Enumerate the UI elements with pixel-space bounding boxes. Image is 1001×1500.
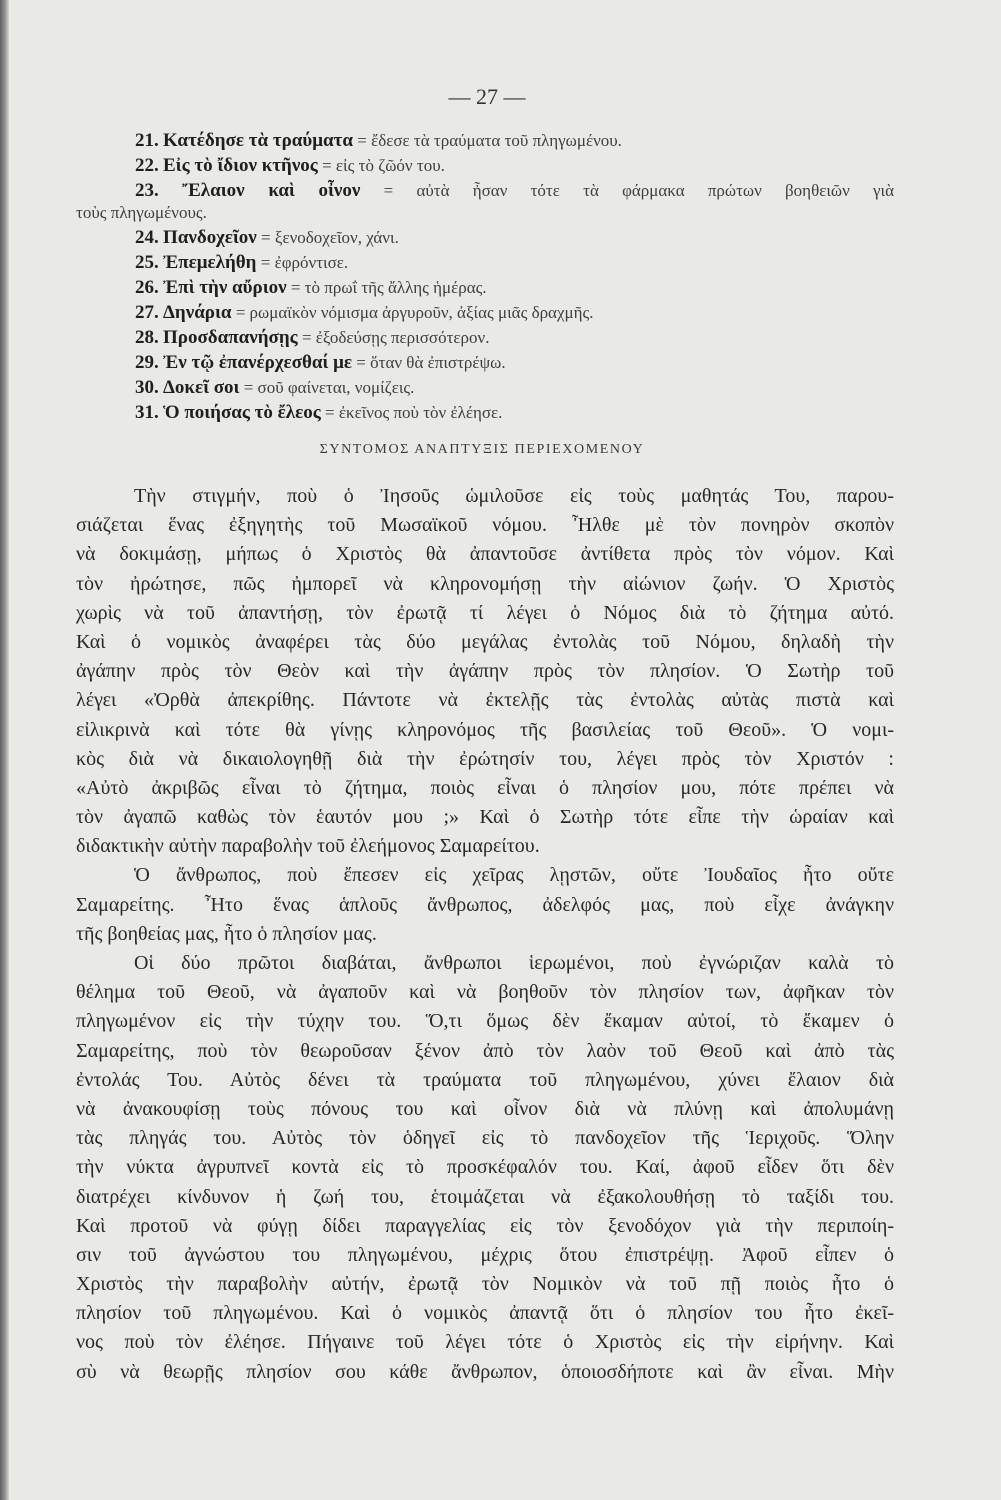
text-line: πληγωμένον εἰς τὴν τύχην του. Ὅ,τι ὅμως δὲν ἔκαμαν αὐτοί, τὸ ἔκαμεν ὁ	[76, 1010, 894, 1033]
glossary-definition: = ἐκεῖνος ποὺ τὸν ἐλέησε.	[325, 403, 503, 422]
glossary-number: 26.	[135, 277, 159, 298]
glossary-definition: = ἐξοδεύσῃς περισσότερον.	[301, 328, 490, 347]
text-line: τῆς βοηθείας μας, ἦτο ὁ πλησίον μας.	[76, 922, 377, 945]
text-line: εἰλικρινὰ καὶ τότε θὰ γίνῃς κληρονόμος τῆς βασιλείας τοῦ Θεοῦ». Ὁ νομι-	[76, 718, 894, 741]
glossary-number: 23.	[135, 180, 159, 201]
glossary-term: Δοκεῖ σοι	[163, 377, 240, 398]
glossary-number: 31.	[135, 402, 159, 423]
glossary-number: 29.	[135, 352, 159, 373]
text-line: χωρὶς νὰ τοῦ ἀπαντήσῃ, τὸν ἐρωτᾷ τί λέγει ὁ Νόμος διὰ τὸ ζήτημα αὐτό.	[76, 601, 894, 624]
glossary-definition: = ἐφρόντισε.	[260, 253, 349, 272]
text-line: Χριστὸς τὴν παραβολὴν αὐτήν, ἐρωτᾷ τὸν Νομικὸν νὰ τοῦ πῇ ποιὸς ἦτο ὁ	[76, 1273, 894, 1296]
body-text	[76, 482, 894, 1387]
text-line: Σαμαρείτης, ποὺ τὸν θεωροῦσαν ξένον ἀπὸ τὸν λαὸν τοῦ Θεοῦ καὶ ἀπὸ τὰς	[76, 1039, 894, 1062]
text-line: «Αὐτὸ ἀκριβῶς εἶναι τὸ ζήτημα, ποιὸς εἶναι ὁ πλησίον μου, πότε πρέπει νὰ	[76, 776, 894, 799]
text-line: κὸς διὰ νὰ δικαιολογηθῇ διὰ τὴν ἐρώτησίν του, λέγει πρὸς τὸν Χριστόν :	[76, 747, 894, 770]
glossary-number: 24.	[135, 227, 159, 248]
glossary-number: 21.	[135, 130, 159, 151]
text-line: νὰ ἀνακουφίσῃ τοὺς πόνους του καὶ οἶνον διὰ νὰ πλύνῃ καὶ ἀπολυμάνῃ	[76, 1097, 894, 1120]
glossary-definition-continuation: τοὺς πληγωμένους.	[76, 203, 207, 222]
glossary-definition: = σοῦ φαίνεται, νομίζεις.	[243, 378, 415, 397]
text-line: Ὁ ἄνθρωπος, ποὺ ἔπεσεν εἰς χεῖρας λῃστῶν, οὔτε Ἰουδαῖος ἦτο οὔτε	[134, 864, 894, 887]
glossary-entry	[76, 178, 894, 203]
glossary-definition: = ξενοδοχεῖον, χάνι.	[261, 228, 399, 247]
glossary-definition: = ὅταν θὰ ἐπιστρέψω.	[356, 353, 506, 372]
page-number: — 27 —	[448, 84, 526, 109]
paragraph	[76, 949, 894, 1387]
glossary-term: Ἐπεμελήθη	[163, 252, 257, 273]
text-line: Καὶ ὁ νομικὸς ἀναφέρει τὰς δύο μεγάλας ἐντολὰς τοῦ Νόμου, δηλαδὴ τὴν	[76, 630, 894, 653]
text-line: πλησίον τοῦ πληγωμένου. Καὶ ὁ νομικὸς ἀπαντᾷ ὅτι ὁ πλησίον του ἦτο ἐκεῖ-	[76, 1302, 894, 1325]
text-line: σὺ νὰ θεωρῇς πλησίον σου κάθε ἄνθρωπον, ὁποιοσδήποτε καὶ ἂν εἶναι. Μὴν	[76, 1360, 894, 1383]
glossary-term: Προσδαπανήσῃς	[163, 327, 298, 348]
glossary-term: Κατέδησε τὰ τραύματα	[163, 130, 353, 151]
text-line: Τὴν στιγμήν, ποὺ ὁ Ἰησοῦς ὡμιλοῦσε εἰς τοὺς μαθητάς Του, παρου-	[134, 485, 894, 507]
glossary-term: Εἰς τὸ ἴδιον κτῆνος	[163, 155, 318, 176]
glossary-entry	[76, 153, 894, 178]
text-line: τὸν ἀγαπῶ καθὼς τὸν ἑαυτόν μου ;» Καὶ ὁ Σωτὴρ τότε εἶπε τὴν ὡραίαν καὶ	[76, 806, 894, 829]
glossary-definition: = εἰς τὸ ζῶόν του.	[322, 156, 445, 175]
glossary-term: Δηνάρια	[163, 302, 232, 323]
text-line: σιν τοῦ ἀγνώστου του πληγωμένου, μέχρις ὅτου ἐπιστρέψῃ. Ἀφοῦ εἶπεν ὁ	[76, 1243, 894, 1266]
text-line: σιάζεται ἕνας ἐξηγητὴς τοῦ Μωσαϊκοῦ νόμου. Ἦλθε μὲ τὸν πονηρὸν σκοπὸν	[76, 514, 894, 537]
glossary-term: Ὁ ποιήσας τὸ ἔλεος	[163, 402, 321, 423]
section-heading: ΣΥΝΤΟΜΟΣ ΑΝΑΠΤΥΞΙΣ ΠΕΡΙΕΧΟΜΕΝΟΥ	[319, 442, 645, 457]
glossary-term: Ἐπὶ τὴν αὔριον	[163, 277, 287, 298]
glossary-definition: = ρωμαϊκὸν νόμισμα ἀργυροῦν, ἀξίας μιᾶς δραχμῆς.	[235, 303, 594, 322]
paragraph	[76, 482, 894, 861]
text-line: τὸν ἠρώτησε, πῶς ἠμπορεῖ νὰ κληρονομήσῃ τὴν αἰώνιον ζωήν. Ὁ Χριστὸς	[76, 572, 894, 595]
glossary-entry	[76, 350, 894, 375]
glossary-entry	[76, 375, 894, 400]
glossary-entry	[76, 250, 894, 275]
glossary	[76, 128, 894, 425]
glossary-entry	[76, 128, 894, 153]
text-line: Οἱ δύο πρῶτοι διαβάται, ἄνθρωποι ἱερωμένοι, ποὺ ἐγνώριζαν καλὰ τὸ	[134, 952, 894, 974]
glossary-term: Ἔλαιον καὶ οἶνον	[181, 180, 361, 201]
glossary-definition: = ἔδεσε τὰ τραύματα τοῦ πληγωμένου.	[357, 131, 622, 150]
glossary-number: 28.	[135, 327, 159, 348]
scan-edge	[0, 0, 9, 1500]
glossary-number: 30.	[135, 377, 159, 398]
glossary-entry	[76, 325, 894, 350]
glossary-number: 25.	[135, 252, 159, 273]
paragraph	[76, 861, 894, 949]
glossary-entry	[76, 300, 894, 325]
text-line: Σαμαρείτης. Ἦτο ἕνας ἁπλοῦς ἄνθρωπος, ἀδελφός μας, ποὺ εἶχε ἀνάγκην	[76, 893, 894, 916]
text-line: ἐντολάς Του. Αὐτὸς δένει τὰ τραύματα τοῦ πληγωμένου, χύνει ἔλαιον διὰ	[76, 1068, 894, 1091]
text-line: διδακτικὴν αὐτὴν παραβολὴν τοῦ ἐλεήμονος Σαμαρείτου.	[76, 835, 540, 858]
text-line: τὴν νύκτα ἀγρυπνεῖ κοντὰ εἰς τὸ προσκέφαλόν του. Καί, ἀφοῦ εἶδεν ὅτι δὲν	[76, 1156, 894, 1179]
glossary-term: Ἐν τῷ ἐπανέρχεσθαί με	[163, 352, 353, 373]
glossary-entry	[76, 225, 894, 250]
glossary-definition: = αὐτὰ ἦσαν τότε τὰ φάρμακα πρώτων βοηθειῶν γιὰ	[383, 181, 895, 200]
text-line: ἀγάπην πρὸς τὸν Θεὸν καὶ τὴν ἀγάπην πρὸς τὸν πλησίον. Ὁ Σωτὴρ τοῦ	[76, 660, 894, 683]
text-line: λέγει «Ὀρθὰ ἀπεκρίθης. Πάντοτε νὰ ἐκτελῇς τὰς ἐντολὰς αὐτὰς πιστὰ καὶ	[76, 689, 894, 712]
text-line: θέλημα τοῦ Θεοῦ, νὰ ἀγαποῦν καὶ νὰ βοηθοῦν τὸν πλησίον των, ἀφῆκαν τὸν	[76, 981, 894, 1004]
text-line: τὰς πληγάς του. Αὐτὸς τὸν ὁδηγεῖ εἰς τὸ πανδοχεῖον τῆς Ἱεριχοῦς. Ὅλην	[76, 1127, 894, 1150]
glossary-entry	[76, 400, 894, 425]
text-line: διατρέχει κίνδυνον ἡ ζωή του, ἑτοιμάζεται νὰ ἐξακολουθήσῃ τὸ ταξίδι του.	[76, 1185, 894, 1208]
glossary-definition: = τὸ πρωΐ τῆς ἄλλης ἡμέρας.	[290, 278, 487, 297]
text-line: νὰ δοκιμάσῃ, μήπως ὁ Χριστὸς θὰ ἀπαντοῦσε ἀντίθετα πρὸς τὸν νόμον. Καὶ	[76, 543, 894, 566]
text-line: νος ποὺ τὸν ἐλέησε. Πήγαινε τοῦ λέγει τότε ὁ Χριστὸς εἰς τὴν εἰρήνην. Καὶ	[76, 1331, 894, 1354]
glossary-number: 27.	[135, 302, 159, 323]
glossary-number: 22.	[135, 155, 159, 176]
glossary-entry	[76, 275, 894, 300]
text-line: Καὶ προτοῦ νὰ φύγῃ δίδει παραγγελίας εἰς τὸν ξενοδόχον γιὰ τὴν περιποίη-	[76, 1214, 894, 1237]
glossary-term: Πανδοχεῖον	[163, 227, 257, 248]
